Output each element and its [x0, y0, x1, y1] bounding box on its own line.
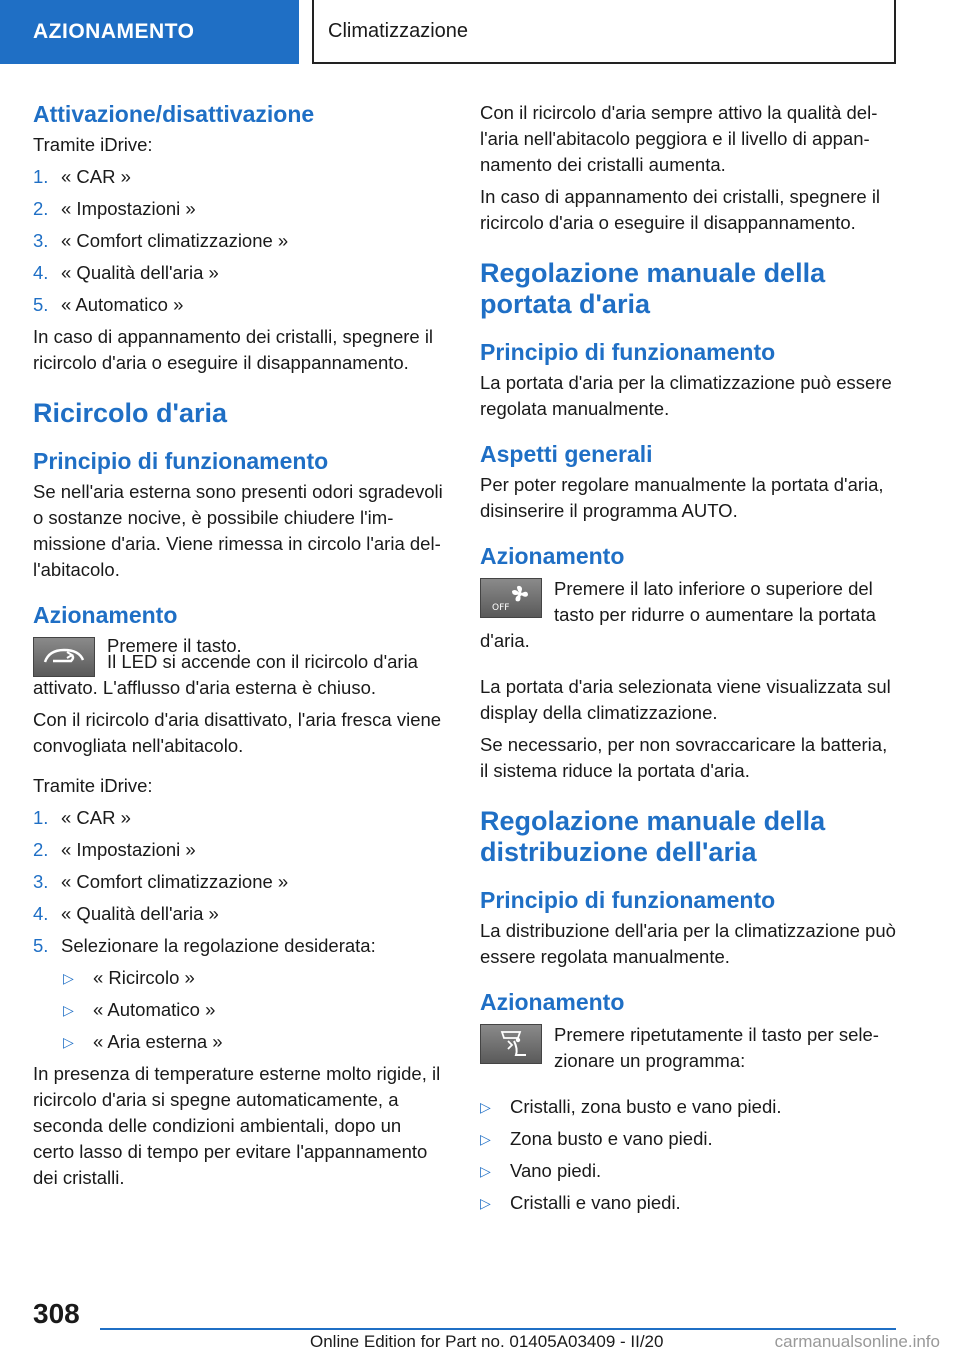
general-text: Per poter regolare manualmente la portata d'aria, disinserire il programma AUTO. — [480, 474, 884, 521]
list-item: 2. « Impostazioni » — [33, 198, 196, 219]
section-tab: AZIONAMENTO — [0, 0, 299, 64]
footer-divider — [100, 1328, 896, 1330]
left-column — [33, 100, 447, 1197]
flow-press-text: OFF Premere il lato inferiore o superiore del tasto per ridurre o aumentare la portata d'aria. — [480, 578, 876, 651]
triangle-bullet-icon: ▷ — [480, 1099, 491, 1115]
steps-list-1 — [33, 164, 447, 318]
heading-air-flow: Regolazione manuale della portata d'aria — [480, 258, 826, 319]
battery-text: Se necessario, per non sovraccaricare la batteria, il sistema riduce la portata d'aria. — [480, 734, 888, 781]
heading-general: Aspetti generali — [480, 441, 653, 467]
dist-press-text: Premere ripetutamente il tasto per selezionare un programma: — [480, 1020, 896, 1074]
triangle-bullet-icon: ▷ — [63, 970, 74, 986]
list-item: ▷ « Automatico » — [63, 997, 447, 1023]
air-distribution-button-icon — [480, 1024, 542, 1064]
triangle-bullet-icon: ▷ — [480, 1195, 491, 1211]
triangle-bullet-icon: ▷ — [63, 1002, 74, 1018]
heading-principle-dist: Principio di funzionamento — [480, 887, 776, 913]
svg-text:OFF: OFF — [492, 603, 510, 613]
right-column — [480, 100, 896, 1222]
fog-note-2: In caso di appannamento dei cristalli, spegnere il ricircolo d'aria o eseguire il disappannamento. — [480, 186, 881, 233]
page-number: 308 — [33, 1298, 80, 1329]
list-item: ▷ Vano piedi. — [480, 1158, 896, 1184]
heading-principle-flow: Principio di funzionamento — [480, 339, 776, 365]
steps-list-2 — [33, 805, 447, 959]
list-item: 4. « Qualità dell'aria » — [33, 262, 219, 283]
led-text: Il LED si accende con il ricircolo d'aria attivato. L'afflusso d'aria esterna è chiuso. — [33, 651, 418, 698]
fog-note-1: In caso di appannamento dei cristalli, spegnere il ricircolo d'aria o eseguire il disappannamento. — [33, 326, 434, 373]
fan-button-icon — [480, 578, 542, 618]
triangle-bullet-icon: ▷ — [480, 1131, 491, 1147]
heading-operation-dist: Azionamento — [480, 989, 625, 1015]
list-item: 4. « Qualità dell'aria » — [33, 903, 219, 924]
deactivated-text: Con il ricircolo d'aria disattivato, l'aria fresca viene convogliata nell'abitacolo. — [33, 709, 442, 756]
heading-operation-flow: Azionamento — [480, 543, 625, 569]
edition-text: Online Edition for Part no. 01405A03409 - II/20 — [310, 1332, 664, 1351]
principle-text: Se nell'aria esterna sono presenti odori sgradevoli o sostanze nocive, è possibile chiudere l'immissione d'aria. Viene rimessa in circolo l'aria dell'abitacolo. — [33, 481, 443, 580]
press-button-text: Premere il tasto. — [107, 635, 242, 656]
list-item: ▷ Cristalli, zona busto e vano piedi. — [480, 1094, 896, 1120]
sub-options-list — [33, 965, 447, 1055]
list-item: 1. « CAR » — [33, 807, 131, 828]
list-item: ▷ Zona busto e vano piedi. — [480, 1126, 896, 1152]
flow-display-text: La portata d'aria selezionata viene visualizzata sul display della climatizzazione. — [480, 676, 891, 723]
list-item: 5. « Automatico » — [33, 294, 184, 315]
triangle-bullet-icon: ▷ — [480, 1163, 491, 1179]
chapter-title: Climatizzazione — [312, 0, 896, 64]
heading-activation: Attivazione/disattivazione — [33, 101, 315, 127]
quality-note: Con il ricircolo d'aria sempre attivo la qualità dell'aria nell'abitacolo peggiora e il livello di appannamento dei cristalli aumenta. — [480, 102, 878, 175]
idrive-intro-2: Tramite iDrive: — [33, 775, 153, 796]
heading-distribution: Regolazione manuale della distribuzione dell'aria — [480, 806, 826, 867]
flow-principle-text: La portata d'aria per la climatizzazione può essere regolata manualmente. — [480, 372, 892, 419]
list-item: 3. « Comfort climatizzazione » — [33, 871, 289, 892]
watermark: carmanualsonline.info — [774, 1332, 940, 1351]
list-item: 1. « CAR » — [33, 166, 131, 187]
list-item: ▷ « Aria esterna » — [63, 1029, 447, 1055]
heading-recirculation: Ricircolo d'aria — [33, 398, 227, 428]
list-item: ▷ « Ricircolo » — [63, 965, 447, 991]
triangle-bullet-icon: ▷ — [63, 1034, 74, 1050]
list-item: 5. Selezionare la regolazione desiderata: — [33, 935, 376, 956]
idrive-intro-1: Tramite iDrive: — [33, 134, 153, 155]
programs-list — [480, 1094, 896, 1216]
list-item: ▷ Cristalli e vano piedi. — [480, 1190, 896, 1216]
heading-operation: Azionamento — [33, 602, 178, 628]
heading-principle: Principio di funzionamento — [33, 448, 329, 474]
list-item: 3. « Comfort climatizzazione » — [33, 230, 289, 251]
list-item: 2. « Impostazioni » — [33, 839, 196, 860]
dist-principle-text: La distribuzione dell'aria per la climatizzazione può essere regolata manualmente. — [480, 920, 896, 967]
cold-note: In presenza di temperature esterne molto rigide, il ricircolo d'aria si spegne automaticamente, a seconda delle condizioni ambientali, dopo un certo lasso di tempo per evitare l'appannamento dei cristalli. — [33, 1063, 441, 1188]
